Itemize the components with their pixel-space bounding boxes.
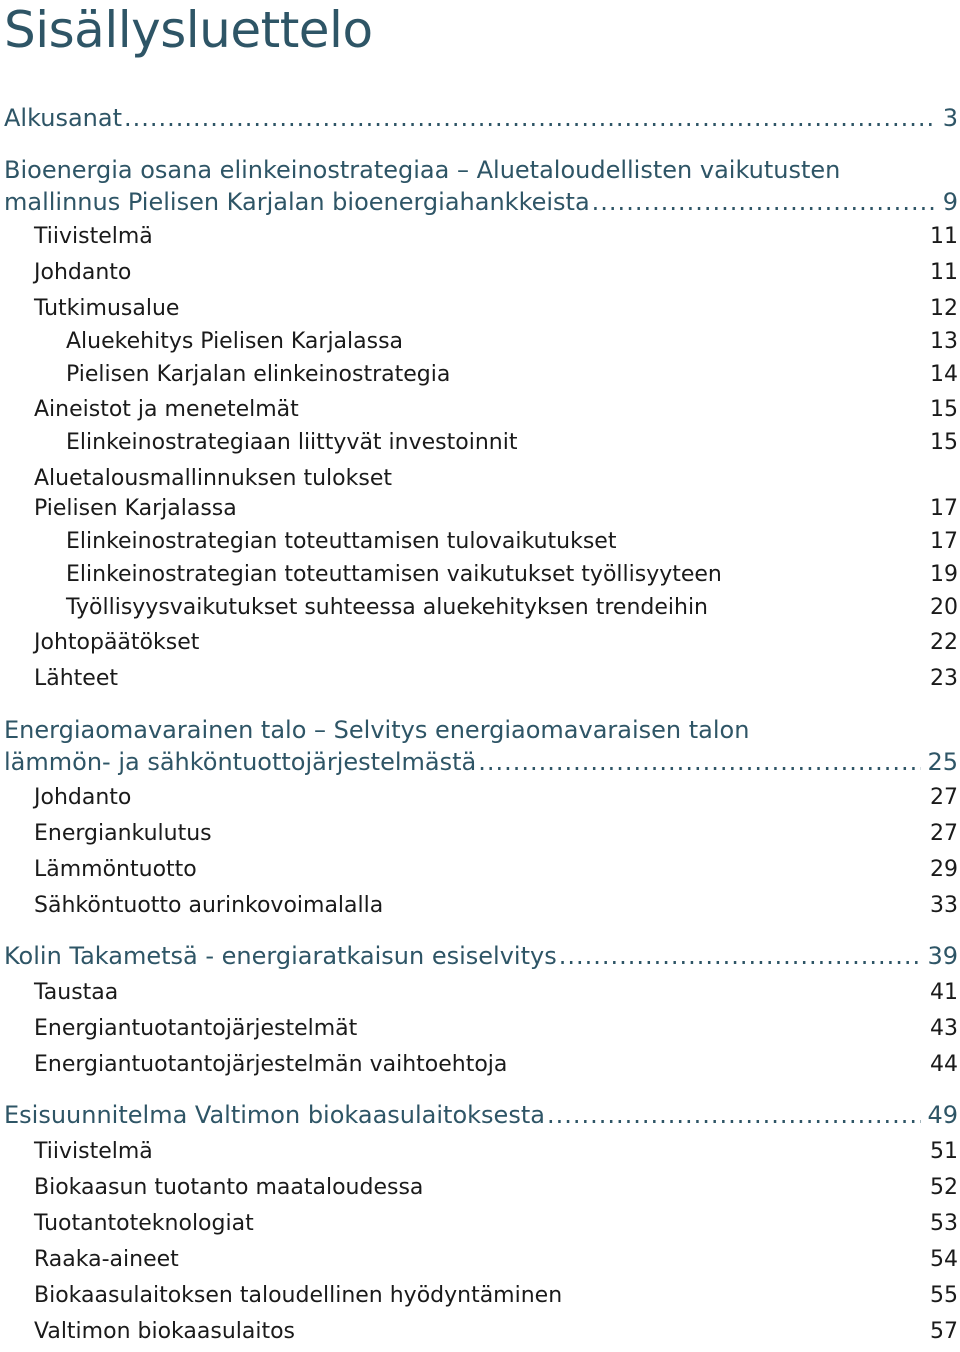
- toc-chapter[interactable]: [0, 1101, 958, 1133]
- toc-page-number: 14: [930, 362, 958, 387]
- toc-chapter[interactable]: [0, 104, 958, 136]
- toc-page-number: 51: [930, 1139, 958, 1164]
- toc-page-number: 27: [930, 821, 958, 846]
- toc-section[interactable]: [0, 1283, 958, 1313]
- toc-section[interactable]: [0, 362, 958, 392]
- toc-chapter[interactable]: [0, 942, 958, 974]
- toc-page-number: 22: [930, 630, 958, 655]
- toc-section[interactable]: [0, 562, 958, 592]
- toc-section[interactable]: [0, 857, 958, 887]
- toc-leader-dots: [559, 942, 922, 970]
- toc-section[interactable]: [0, 224, 958, 254]
- toc-page-number: 15: [930, 430, 958, 455]
- toc-page-number: 3: [942, 104, 958, 132]
- toc-entry-title: Biokaasun tuotanto maataloudessa: [34, 1175, 424, 1200]
- toc-page-number: 15: [930, 397, 958, 422]
- toc-entry-title: Aluekehitys Pielisen Karjalassa: [66, 329, 404, 354]
- toc-entry-title: Energiantuotantojärjestelmät: [34, 1016, 358, 1041]
- toc-section[interactable]: [0, 329, 958, 359]
- toc-entry-title: Elinkeinostrategiaan liittyvät investoinnit: [66, 430, 518, 455]
- toc-entry-title: Pielisen Karjalassa: [34, 496, 237, 521]
- toc-entry-title: Raaka-aineet: [34, 1247, 179, 1272]
- toc-entry-title: Aluetalousmallinnuksen tulokset: [34, 466, 392, 491]
- toc-page-number: 29: [930, 857, 958, 882]
- toc-section[interactable]: [0, 1052, 958, 1082]
- toc-section[interactable]: [0, 529, 958, 559]
- toc-page-number: 39: [927, 942, 958, 970]
- toc-section[interactable]: [0, 1247, 958, 1277]
- toc-entry-title: Energiantuotantojärjestelmän vaihtoehtoja: [34, 1052, 508, 1077]
- toc-section[interactable]: [0, 430, 958, 460]
- toc-entry-title: Johdanto: [34, 260, 132, 285]
- toc-page-number: 43: [930, 1016, 958, 1041]
- toc-page-number: 33: [930, 893, 958, 918]
- toc-entry-title: Tuotantoteknologiat: [34, 1211, 254, 1236]
- toc-entry-title: Pielisen Karjalan elinkeinostrategia: [66, 362, 451, 387]
- toc-entry-title: Energiankulutus: [34, 821, 212, 846]
- toc-leader-dots: [547, 1101, 922, 1129]
- toc-entry-title: Bioenergia osana elinkeinostrategiaa – Aluetaloudellisten vaikutusten: [4, 156, 841, 184]
- toc-leader-dots: [124, 104, 937, 132]
- toc-page-number: 53: [930, 1211, 958, 1236]
- toc-page-number: 19: [930, 562, 958, 587]
- toc-entry-title: Sähköntuotto aurinkovoimalalla: [34, 893, 384, 918]
- toc-entry-title: mallinnus Pielisen Karjalan bioenergiahankkeista: [4, 188, 590, 216]
- toc-entry-title: Lähteet: [34, 666, 119, 691]
- toc-section[interactable]: [0, 260, 958, 290]
- toc-page-number: 44: [930, 1052, 958, 1077]
- toc-page-number: 11: [930, 224, 958, 249]
- toc-entry-title: lämmön- ja sähköntuottojärjestelmästä: [4, 748, 477, 776]
- toc-chapter[interactable]: [0, 156, 958, 220]
- toc-page-number: 41: [930, 980, 958, 1005]
- toc-section[interactable]: [0, 1016, 958, 1046]
- toc-section[interactable]: [0, 821, 958, 851]
- toc-entry-title: Kolin Takametsä - energiaratkaisun esiselvitys: [4, 942, 557, 970]
- toc-entry-title: Aineistot ja menetelmät: [34, 397, 299, 422]
- toc-page-number: 17: [930, 529, 958, 554]
- toc-entry-title: Biokaasulaitoksen taloudellinen hyödyntäminen: [34, 1283, 563, 1308]
- toc-page-number: 17: [930, 496, 958, 521]
- toc-section[interactable]: [0, 1139, 958, 1169]
- toc-entry-title: Taustaa: [34, 980, 119, 1005]
- toc-page-number: 11: [930, 260, 958, 285]
- toc-page-number: 12: [930, 296, 958, 321]
- toc-entry-title: Valtimon biokaasulaitos: [34, 1319, 296, 1344]
- toc-page-number: 27: [930, 785, 958, 810]
- toc-entry-title: Tutkimusalue: [34, 296, 180, 321]
- toc-entry-title: Energiaomavarainen talo – Selvitys energiaomavaraisen talon: [4, 716, 750, 744]
- toc-section[interactable]: [0, 397, 958, 427]
- toc-entry-title: Elinkeinostrategian toteuttamisen tulovaikutukset: [66, 529, 617, 554]
- toc-leader-dots: [478, 748, 921, 776]
- toc-page-number: 25: [927, 748, 958, 776]
- toc-entry-title: Johdanto: [34, 785, 132, 810]
- toc-chapter[interactable]: [0, 716, 958, 780]
- toc-page-number: 54: [930, 1247, 958, 1272]
- toc-section[interactable]: [0, 595, 958, 625]
- toc-section[interactable]: [0, 785, 958, 815]
- toc-section[interactable]: [0, 1211, 958, 1241]
- toc-page-number: 49: [927, 1101, 958, 1129]
- toc-section[interactable]: [0, 466, 958, 526]
- toc-section[interactable]: [0, 296, 958, 326]
- toc-section[interactable]: [0, 666, 958, 696]
- toc-page-number: 57: [930, 1319, 958, 1344]
- toc-page-number: 55: [930, 1283, 958, 1308]
- toc-section[interactable]: [0, 980, 958, 1010]
- toc-page-number: 52: [930, 1175, 958, 1200]
- toc-entry-title: Elinkeinostrategian toteuttamisen vaikutukset työllisyyteen: [66, 562, 722, 587]
- toc-entry-title: Työllisyysvaikutukset suhteessa aluekehityksen trendeihin: [66, 595, 708, 620]
- toc-section[interactable]: [0, 630, 958, 660]
- toc-entry-title: Esisuunnitelma Valtimon biokaasulaitoksesta: [4, 1101, 545, 1129]
- toc-entry-title: Alkusanat: [4, 104, 122, 132]
- toc-page-number: 20: [930, 595, 958, 620]
- toc-entry-title: Lämmöntuotto: [34, 857, 197, 882]
- toc-page-number: 23: [930, 666, 958, 691]
- toc-page-number: 13: [930, 329, 958, 354]
- toc-entry-title: Johtopäätökset: [34, 630, 200, 655]
- toc-section[interactable]: [0, 1319, 958, 1349]
- page-title: Sisällysluettelo: [4, 1, 373, 59]
- toc-section[interactable]: [0, 1175, 958, 1205]
- toc-leader-dots: [592, 188, 937, 216]
- toc-entry-title: Tiivistelmä: [34, 1139, 153, 1164]
- toc-entry-title: Tiivistelmä: [34, 224, 153, 249]
- toc-section[interactable]: [0, 893, 958, 923]
- toc-page-number: 9: [942, 188, 958, 216]
